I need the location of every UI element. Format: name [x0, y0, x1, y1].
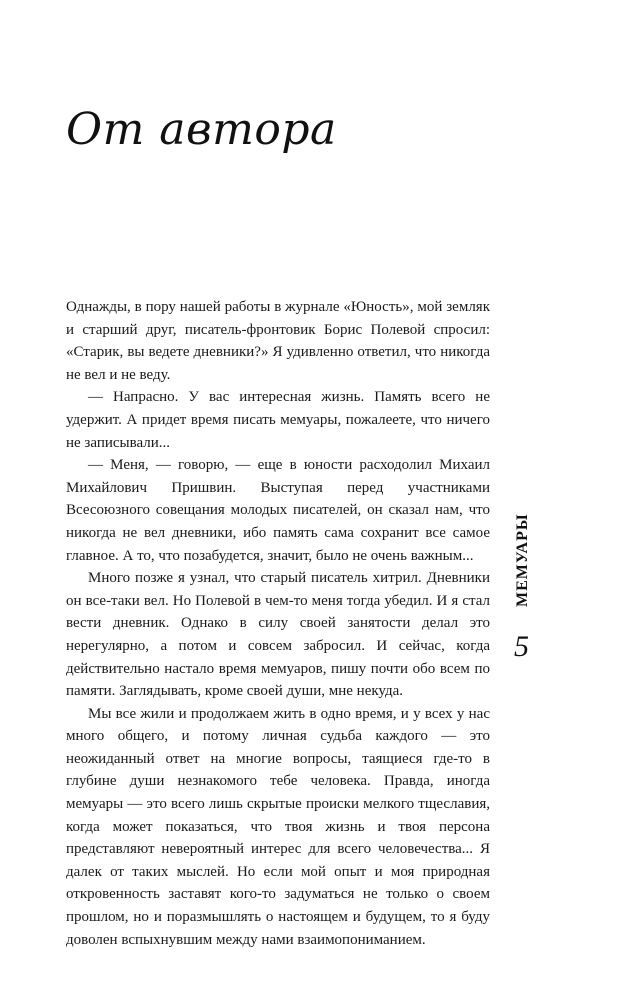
paragraph: Однажды, в пору нашей работы в журнале «Юность», мой земляк и старший друг, писатель-фронтовик Борис Полевой спросил: «Старик, вы ведете дневники?» Я удивленно ответил, что никогда не вел и не веду. — [66, 299, 490, 383]
page-title: От автора — [66, 104, 337, 155]
paragraph: Мы все жили и продолжаем жить в одно время, и у всех у нас много общего, и потому личная судьба каждого — это неожиданный ответ на многие вопросы, таящиеся где-то в глубине души незнакомого тебе человека. Правда, иногда мемуары — это всего лишь скрытые происки мелкого тщеславия, когда может показаться, что твоя жизнь и твоя персона представляют невероятный интерес для всего человечества... Я далек от таких мыслей. Но если мой опыт и моя природная откровенность заставят кого-то задуматься не только о своем прошлом, но и поразмышлять о настоящем и будущем, то я буду доволен вспыхнувшим между нами взаимопониманием. — [66, 705, 490, 948]
paragraph: Много позже я узнал, что старый писатель хитрил. Дневники он все-таки вел. Но Полевой в чем-то меня тогда убедил. И я стал вести дневник. Однако в силу своей занятости делал это нерегулярно, а потом и совсем забросил. И сейчас, когда действительно настало время мемуаров, пишу почти обо всем по памяти. Заглядывать, кроме своей души, мне некуда. — [66, 570, 490, 700]
paragraph: — Напрасно. У вас интересная жизнь. Память всего не удержит. А придет время писать мемуары, пожалеете, что ничего не записывали... — [66, 389, 490, 451]
section-label: МЕМУАРЫ — [514, 513, 531, 607]
page-number: 5 — [514, 630, 529, 663]
body-text — [66, 296, 490, 951]
paragraph: — Меня, — говорю, — еще в юности расходолил Михаил Михайлович Пришвин. Выступая перед участниками Всесоюзного совещания молодых писателей, он сказал нам, что никогда не вел дневники, ибо память сама сохранит все самое главное. А то, что позабудется, значит, было не очень важным... — [66, 457, 490, 564]
